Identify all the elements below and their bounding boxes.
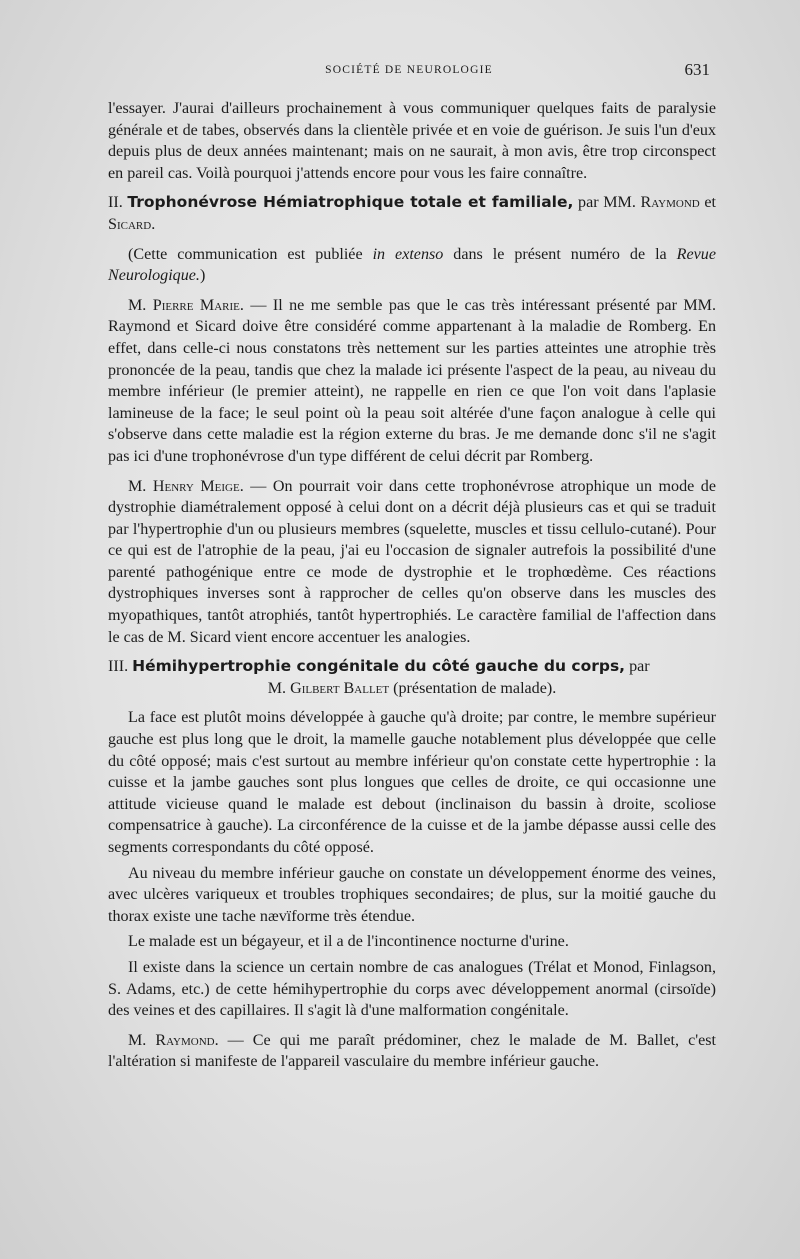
section-3-by: par xyxy=(629,658,650,676)
section-3-title: Hémihypertrophie congénitale du côté gauche du corps, xyxy=(132,657,626,676)
page-number: 631 xyxy=(684,60,710,79)
note-text-start: (Cette communication est publiée xyxy=(128,245,363,263)
note-journal: Revue Neurologique. xyxy=(108,245,716,285)
section-3-paragraph-4: Il existe dans la science un certain nombre de cas analogues (Trélat et Monod, Finlagson, S. Adams, etc.) de cette hémihypertrophie du corps avec développement anormal (cirsoïde) des veines et des capillaires. Il s'agit là d'une malformation congénitale. xyxy=(108,958,716,1020)
section-3-author: M. Gilbert Ballet xyxy=(267,679,390,697)
note-text-middle: dans le présent numéro de la xyxy=(453,245,667,263)
section-3-author-line xyxy=(108,678,716,700)
meige-text: — On pourrait voir dans cette trophonévrose atrophique un mode de dystrophie diamétralement opposé à celui dont on a décrit déjà plusieurs cas et qui se traduit par l'hypertrophie d'un ou plusieurs membres (squelette, muscles et tissu cellulo-cutané). Pour ce qui est de l'atrophie de la peau, j'ai eu l'occasion de signaler autrefois la possibilité d'une parenté pathogénique entre ce mode de dystrophie et le trophœdème. Ces réactions dystrophiques inverses sont à rapprocher de celles qu'on observe dans les muscles des myopathiques, tantôt atrophiés, tantôt hypertrophiés. Le caractère familial de l'affection dans le cas de M. Sicard vient encore accentuer les analogies. xyxy=(108,477,716,646)
meige-paragraph xyxy=(108,476,716,649)
section-3-paragraph-3: Le malade est un bégayeur, et il a de l'incontinence nocturne d'urine. xyxy=(128,933,569,951)
section-2-and: et xyxy=(704,194,716,212)
marie-text: — Il ne me semble pas que le cas très intéressant présenté par MM. Raymond et Sicard doive être considéré comme appartenant à la maladie de Romberg. En effet, dans celle-ci nous constatons très nettement sur les parties atteintes une atrophie très prononcée de la peau, tandis que chez la malade ici présente l'aspect de la peau, au niveau du membre inférieur (le premier atteint), ne rappelle en rien ce que l'on voit dans l'aplasie lamineuse de la face; le seul point où la peau soit altérée d'une façon analogue à celle qui s'observe dans cette maladie est la région externe du bras. Je me demande donc s'il ne s'agit pas ici d'une trophonévrose d'un type différent de celui décrit par Romberg. xyxy=(108,296,717,465)
note-in-extenso: in extenso xyxy=(372,245,444,263)
section-2-number: II. xyxy=(108,194,123,212)
page-header xyxy=(108,60,710,84)
section-3-author-note: (présentation de malade). xyxy=(393,679,557,697)
body-text xyxy=(108,98,716,1073)
section-2-heading: II. Trophonévrose Hémiatrophique totale et familiale, par MM. Raymond et Sicard. xyxy=(108,193,716,233)
marie-paragraph xyxy=(108,295,716,468)
section-2-author-1: Raymond xyxy=(640,194,700,212)
section-3-paragraph-2: Au niveau du membre inférieur gauche on constate un développement énorme des veines, avec ulcères variqueux et troubles trophiques secondaires; de plus, sur la moitié gauche du thorax existe une tache nævïforme très étendue. xyxy=(108,864,716,925)
section-3-paragraph-1: La face est plutôt moins développée à gauche qu'à droite; par contre, le membre supérieur gauche est plus long que le droit, la mamelle gauche notablement plus développée que celle du côté opposé; mais c'est surtout au membre inférieur qu'on constate cette hypertrophie : la cuisse et la jambe gauches sont plus longues que celles de droite, ce qui occasionne une attitude vicieuse quand le malade est debout (inclinaison du bassin à droite, scoliose compensatrice à gauche). La circonférence de la cuisse et de la jambe dépasse aussi celle des segments correspondants du côté opposé. xyxy=(108,709,716,856)
intro-paragraph: l'essayer. J'aurai d'ailleurs prochainement à vous communiquer quelques faits de paralysie générale et de tabes, observés dans la clientèle privée et en voie de guérison. Je suis l'un d'eux depuis plus de deux années maintenant; mais on ne saurait, à mon avis, être trop circonspect en pareil cas. Voilà pourquoi j'attends encore pour vous les faire connaître. xyxy=(108,100,716,182)
section-2-note xyxy=(108,244,716,287)
note-text-end: ) xyxy=(199,267,206,285)
speaker-raymond: M. Raymond. xyxy=(128,1031,219,1049)
raymond-text: — Ce qui me paraît prédominer, chez le malade de M. Ballet, c'est l'altération si manifeste de l'appareil vasculaire du membre inférieur gauche. xyxy=(108,1031,716,1071)
speaker-meige: M. Henry Meige. xyxy=(128,477,244,495)
section-2-by: par MM. xyxy=(578,194,636,212)
section-3-number: III. xyxy=(108,658,129,676)
speaker-marie: M. Pierre Marie. xyxy=(128,296,244,314)
section-2-title: Trophonévrose Hémiatrophique totale et familiale, xyxy=(127,193,574,212)
section-2-author-2: Sicard xyxy=(108,215,152,233)
running-title: SOCIÉTÉ DE NEUROLOGIE xyxy=(325,64,493,76)
section-3-heading xyxy=(108,656,716,678)
raymond-paragraph xyxy=(108,1030,716,1073)
